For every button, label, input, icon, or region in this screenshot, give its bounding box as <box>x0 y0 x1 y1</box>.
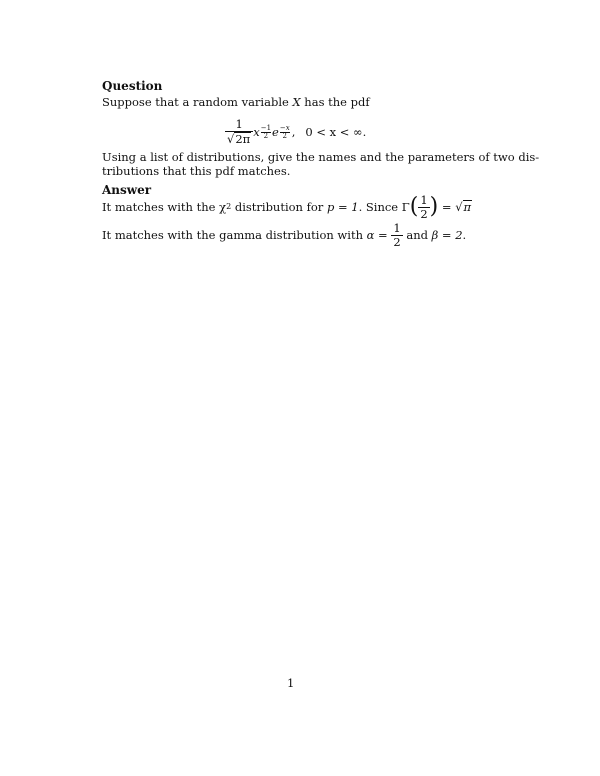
page-number: 1 <box>287 676 295 690</box>
question-heading: Question <box>102 79 163 93</box>
question-text-content: Suppose that a random variable X has the pdf <box>102 95 370 109</box>
question-line-1: Using a list of distributions, give the names and the parameters of two dis- <box>102 150 540 164</box>
answer2-beta: β = 2 <box>431 228 463 242</box>
answer-line-2 <box>102 220 466 250</box>
exp2-numerator: −x <box>279 123 290 132</box>
formula-fraction <box>225 118 253 146</box>
alpha-frac-den: 2 <box>393 234 401 249</box>
formula-numerator: 1 <box>235 117 243 131</box>
answer1-equals: = <box>438 200 456 214</box>
alpha-frac-num: 1 <box>393 220 401 235</box>
gamma-fraction <box>418 194 429 221</box>
formula-x: x <box>253 125 260 139</box>
formula-exponent-2 <box>280 125 290 140</box>
formula-denominator: √2π <box>227 132 251 146</box>
answer-line-1: It matches with the χ 2 distribution for p = 1 . Since Γ ( $\frac{1}{2}$ ) = √π <box>102 192 472 221</box>
gamma-frac-den: 2 <box>420 206 428 221</box>
chi-sup: 2 <box>226 202 232 211</box>
answer1-root: π <box>463 200 472 214</box>
alpha-fraction <box>391 222 402 249</box>
answer1-middle: distribution for <box>231 200 327 214</box>
answer2-prefix: It matches with the gamma distribution with <box>102 228 367 242</box>
question-text <box>102 95 370 109</box>
formula-root: 2π <box>235 132 251 146</box>
answer2-and: and <box>402 228 432 242</box>
answer1-sqrt: √π <box>455 200 472 214</box>
answer2-end: . <box>462 228 467 242</box>
answer1-prefix: It matches with the χ <box>102 200 227 214</box>
exp1-numerator: −1 <box>260 123 272 132</box>
answer2-alpha: α = <box>366 228 392 242</box>
formula-exponent-1 <box>261 125 271 140</box>
answer1-since: . Since Γ <box>358 200 410 214</box>
formula-support: 0 < x < ∞. <box>305 125 367 139</box>
gamma-frac-num: 1 <box>420 192 428 207</box>
answer-heading: Answer <box>102 183 152 197</box>
formula-e: e <box>272 125 279 139</box>
pdf-formula: $\frac{1}{√2\pi}$ x −1 2 e −x 2 , 0 < x < ∞. <box>227 117 367 146</box>
exp2-denominator: 2 <box>282 131 287 140</box>
answer1-p: p = 1 <box>326 200 359 214</box>
question-line-2: tributions that this pdf matches. <box>102 164 291 178</box>
exp1-denominator: 2 <box>263 131 269 140</box>
